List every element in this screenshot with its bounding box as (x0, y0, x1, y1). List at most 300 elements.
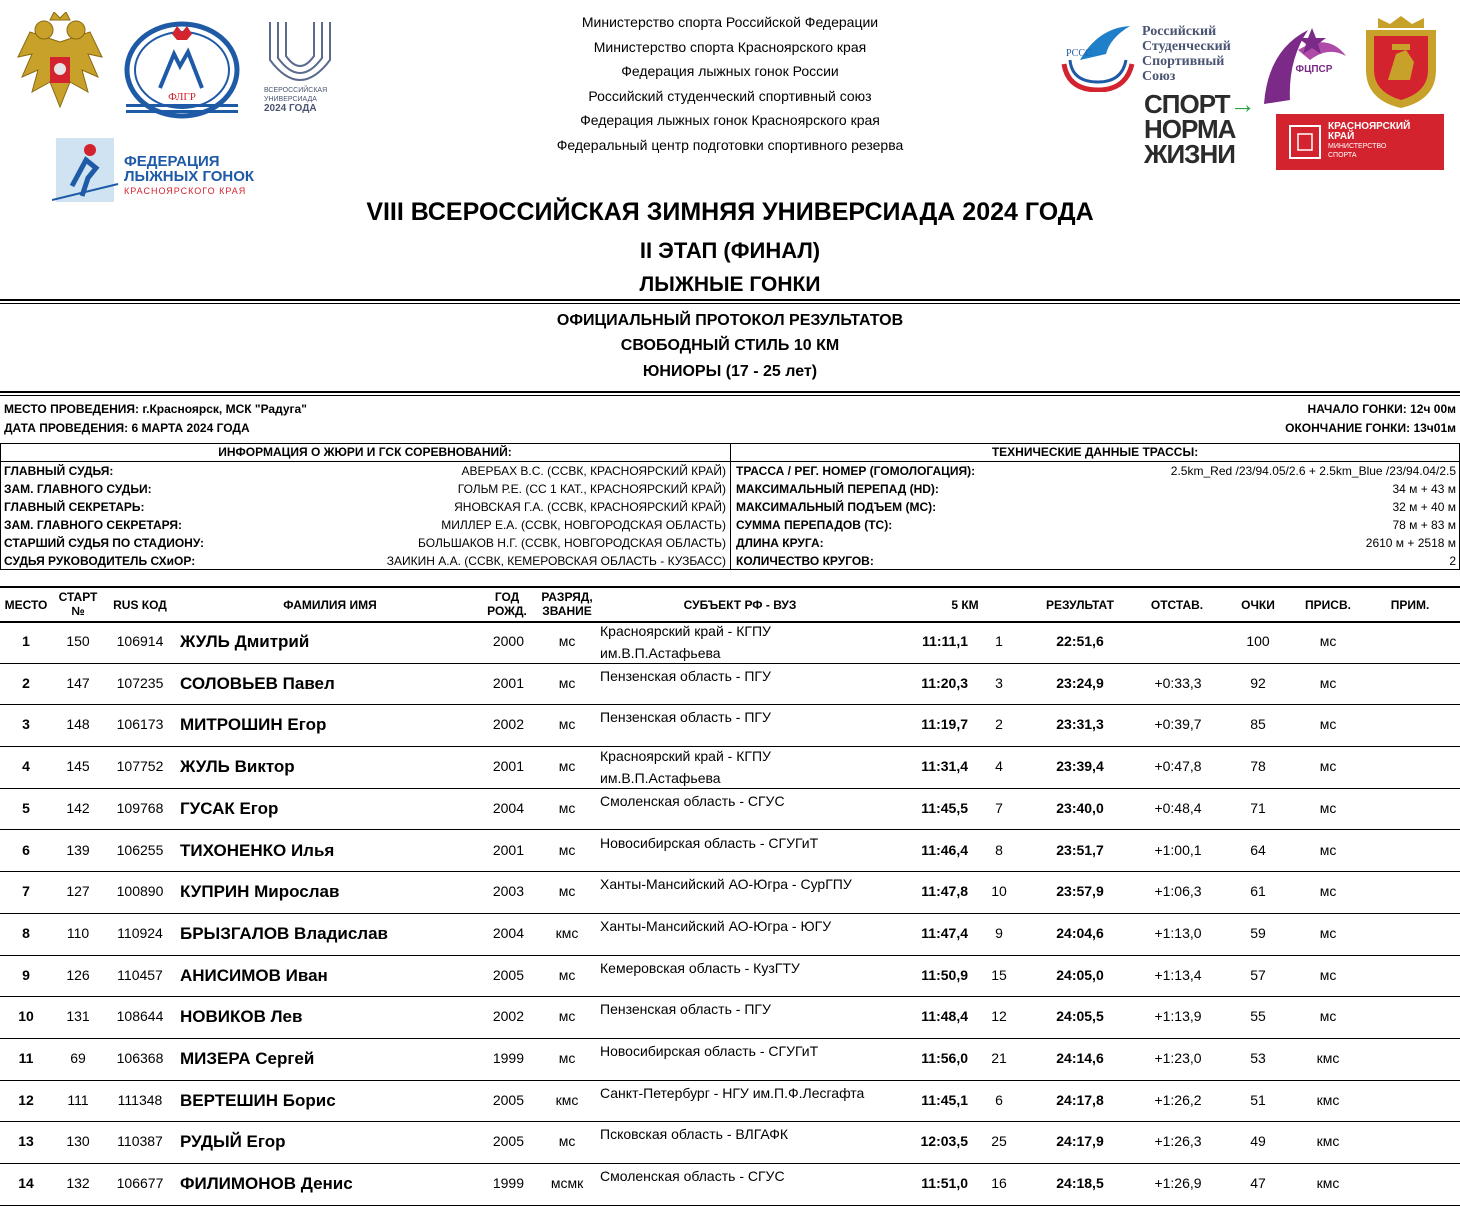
jury-value: ГОЛЬМ Р.Е. (СС 1 КАТ., КРАСНОЯРСКИЙ КРАЙ) (457, 481, 726, 496)
divider-double-bottom (0, 303, 1460, 304)
sport-text: СПОРТ (1144, 89, 1230, 119)
flgr-logo-text: ФЛГР (168, 91, 196, 103)
cell-athlete-name: ЖУЛЬ Дмитрий (180, 632, 310, 651)
cell-gap: +0:47,8 (1154, 758, 1202, 775)
cell-points: 59 (1250, 924, 1266, 941)
cell-athlete-name: МИТРОШИН Егор (180, 715, 327, 735)
cell-awarded: мс (1319, 1008, 1337, 1025)
cell-athlete-name: СОЛОВЬЕВ Павел (180, 673, 335, 693)
cell-rus-code: 110457 (117, 966, 163, 983)
ministry-line-2: КРАЙ (1328, 131, 1355, 142)
cell-place: 2 (22, 674, 30, 691)
cell-bib: 132 (66, 1175, 90, 1192)
ministry-line-1: КРАСНОЯРСКИЙ (1328, 121, 1411, 132)
track-label: ДЛИНА КРУГА: (736, 535, 824, 550)
cell-result: 24:04,6 (1056, 924, 1104, 941)
table-row (0, 747, 1460, 789)
cell-birth-year: 2005 (492, 966, 524, 983)
cell-birth-year: 2002 (492, 1008, 524, 1025)
cell-awarded: мс (1319, 966, 1337, 983)
universiade-logo (264, 20, 336, 120)
jury-value: ЯНОВСКАЯ Г.А. (ССВК, КРАСНОЯРСКИЙ КРАЙ) (454, 499, 726, 514)
cell-region (600, 998, 900, 1020)
cell-points: 53 (1250, 1050, 1266, 1066)
cell-split-position: 1 (995, 633, 1003, 649)
divider-2-bottom (0, 395, 1460, 396)
cell-rus-code: 100890 (116, 883, 164, 900)
col-place: МЕСТО (4, 598, 48, 612)
cell-split-position: 12 (991, 1008, 1007, 1025)
cell-place: 9 (22, 966, 30, 983)
col-region: СУБЪЕКТ РФ - ВУЗ (683, 598, 797, 612)
cell-place: 14 (18, 1175, 34, 1192)
jury-label: СТАРШИЙ СУДЬЯ ПО СТАДИОНУ: (4, 535, 204, 550)
cell-athlete-name: ВЕРТЕШИН Борис (180, 1090, 336, 1110)
cell-region-line: Санкт-Петербург - НГУ им.П.Ф.Лесгафта (600, 1084, 865, 1101)
cell-points: 51 (1250, 1091, 1266, 1108)
cell-rank: мс (558, 674, 576, 691)
cell-place: 10 (18, 1008, 34, 1025)
cell-result: 24:18,5 (1056, 1175, 1104, 1192)
cell-place: 5 (22, 799, 30, 816)
cell-birth-year: 2003 (492, 883, 524, 900)
track-label: МАКСИМАЛЬНЫЙ ПЕРЕПАД (HD): (736, 481, 939, 496)
federation-line-1: ФЕДЕРАЦИЯ (124, 153, 220, 170)
cell-place: 6 (22, 841, 30, 858)
cell-split-position: 9 (995, 924, 1003, 941)
cell-region-line: Ханты-Мансийский АО-Югра - СурГПУ (600, 876, 852, 893)
sport-title: ЛЫЖНЫЕ ГОНКИ (639, 273, 821, 296)
jury-value: АВЕРБАХ В.С. (ССВК, КРАСНОЯРСКИЙ КРАЙ) (461, 464, 726, 478)
protocol-title: ОФИЦИАЛЬНЫЙ ПРОТОКОЛ РЕЗУЛЬТАТОВ (556, 312, 904, 329)
krasnoyarsk-ministry-logo (1276, 114, 1444, 170)
cell-points: 57 (1250, 966, 1266, 983)
table-row (0, 622, 1460, 664)
cell-split-time: 11:51,0 (921, 1175, 968, 1192)
cell-region (600, 873, 900, 895)
cell-bib: 142 (66, 799, 90, 816)
federation-line-2: ЛЫЖНЫХ ГОНОК (124, 168, 255, 185)
track-value: 78 м + 83 м (1392, 517, 1456, 532)
cell-rus-code: 106255 (116, 841, 164, 858)
cell-rus-code: 107235 (116, 674, 164, 691)
cell-split-time: 11:45,5 (921, 799, 968, 816)
cell-gap: +1:26,3 (1154, 1133, 1202, 1150)
cell-points: 49 (1250, 1133, 1266, 1150)
col-name: ФАМИЛИЯ ИМЯ (283, 598, 377, 612)
results-header-top-line (0, 586, 1460, 588)
cell-result: 23:31,3 (1056, 716, 1104, 733)
track-label: КОЛИЧЕСТВО КРУГОВ: (736, 553, 874, 568)
norma-text: НОРМА (1144, 114, 1236, 144)
cell-athlete-name: ЖУЛЬ Виктор (180, 757, 295, 777)
cell-rank: кмс (555, 924, 579, 941)
cell-gap: +1:23,0 (1154, 1050, 1202, 1066)
col-birth-line-1: ГОД (494, 590, 520, 604)
cell-athlete-name: НОВИКОВ Лев (180, 1007, 303, 1027)
cell-result: 23:39,4 (1056, 758, 1104, 775)
cell-rank: мс (558, 966, 576, 983)
cell-result: 24:05,5 (1056, 1008, 1104, 1025)
cell-points: 85 (1250, 716, 1266, 733)
cell-points: 92 (1250, 674, 1266, 691)
race-start: НАЧАЛО ГОНКИ: 12ч 00м (1307, 402, 1456, 416)
track-value: 2 (1449, 553, 1456, 568)
cell-bib: 131 (66, 1008, 90, 1025)
jury-value: ЗАИКИН А.А. (ССВК, КЕМЕРОВСКАЯ ОБЛАСТЬ - КУЗБАСС) (386, 553, 726, 568)
rsss-letters: РССС (1066, 48, 1092, 59)
cell-rank: кмс (555, 1091, 579, 1108)
cell-split-time: 11:45,1 (921, 1091, 968, 1108)
cell-split-time: 11:11,1 (922, 633, 968, 649)
cell-points: 78 (1250, 758, 1266, 775)
flgr-logo (122, 18, 242, 120)
federation-line-3: КРАСНОЯРСКОГО КРАЯ (124, 186, 247, 196)
cell-place: 8 (22, 924, 30, 941)
cell-birth-year: 2005 (492, 1133, 524, 1150)
cell-birth-year: 1999 (492, 1175, 524, 1192)
universiade-line-2: УНИВЕРСИАДА (264, 96, 317, 103)
jury-value: МИЛЛЕР Е.А. (ССВК, НОВГОРОДСКАЯ ОБЛАСТЬ) (441, 517, 726, 532)
cell-split-position: 25 (991, 1133, 1007, 1150)
cell-region-line: Новосибирская область - СГУГиТ (600, 1043, 819, 1059)
cell-bib: 147 (66, 674, 90, 691)
cell-awarded: мс (1319, 674, 1337, 691)
sport-norma-zhizni-logo (1144, 89, 1255, 170)
fcpsr-text: ФЦПСР (1295, 64, 1333, 75)
cell-birth-year: 1999 (492, 1050, 524, 1066)
col-birth-line-2: РОЖД. (487, 604, 527, 618)
cell-result: 24:17,9 (1056, 1133, 1104, 1150)
cell-split-time: 11:56,0 (921, 1050, 968, 1066)
cell-result: 23:57,9 (1056, 883, 1104, 900)
cell-bib: 148 (66, 716, 90, 733)
cell-birth-year: 2001 (492, 758, 524, 775)
cell-awarded: кмс (1316, 1050, 1340, 1066)
cell-region (600, 665, 900, 687)
cell-region (600, 957, 900, 979)
cell-region (600, 1165, 900, 1187)
cell-rus-code: 110387 (117, 1133, 163, 1150)
jury-value: БОЛЬШАКОВ Н.Г. (ССВК, НОВГОРОДСКАЯ ОБЛАСТЬ) (418, 535, 726, 550)
cell-result: 23:24,9 (1056, 674, 1104, 691)
cell-athlete-name: ТИХОНЕНКО Илья (180, 840, 335, 860)
col-result: РЕЗУЛЬТАТ (1046, 598, 1114, 612)
rsss-line-1: Российский (1142, 24, 1217, 39)
russia-coat-of-arms-logo (10, 12, 110, 122)
cell-split-position: 2 (995, 716, 1003, 733)
cell-rank: мс (558, 883, 576, 900)
cell-athlete-name: КУПРИН Мирослав (180, 882, 340, 902)
krasnoyarsk-coat-of-arms-logo (1360, 14, 1442, 110)
universiade-line-3: 2024 ГОДА (264, 103, 317, 114)
col-rank-line-1: РАЗРЯД, (541, 590, 593, 604)
track-value: 2610 м + 2518 м (1365, 535, 1456, 550)
cell-birth-year: 2005 (492, 1091, 524, 1108)
divider-2-top (0, 391, 1460, 393)
cell-athlete-name: ГУСАК Егор (180, 798, 279, 818)
col-split: 5 КМ (951, 598, 979, 612)
jury-label: ГЛАВНЫЙ СЕКРЕТАРЬ: (4, 499, 145, 514)
cell-gap: +0:48,4 (1154, 799, 1202, 816)
organizer-2: Министерство спорта Красноярского края (593, 38, 867, 55)
col-awarded: ПРИСВ. (1305, 598, 1351, 612)
col-start-line-1: СТАРТ (58, 590, 98, 604)
ministry-line-3: МИНИСТЕРСТВО (1328, 143, 1387, 150)
organizer-3: Федерация лыжных гонок России (621, 63, 839, 80)
jury-header: ИНФОРМАЦИЯ О ЖЮРИ И ГСК СОРЕВНОВАНИЙ: (218, 445, 512, 459)
track-label: МАКСИМАЛЬНЫЙ ПОДЪЕМ (МС): (736, 499, 937, 514)
table-row (0, 1081, 1460, 1123)
table-row (0, 872, 1460, 914)
cell-region-line: Смоленская область - СГУС (600, 792, 785, 809)
cell-gap: +1:26,2 (1154, 1091, 1202, 1108)
table-row (0, 705, 1460, 747)
cell-gap: +1:13,4 (1154, 966, 1202, 983)
rsss-line-3: Спортивный (1142, 54, 1225, 69)
cell-points: 64 (1250, 841, 1266, 858)
cell-awarded: мс (1319, 716, 1337, 733)
cell-gap: +0:33,3 (1154, 674, 1202, 691)
cell-birth-year: 2001 (492, 674, 524, 691)
track-header: ТЕХНИЧЕСКИЕ ДАННЫЕ ТРАССЫ: (991, 445, 1199, 459)
cell-split-time: 11:47,8 (921, 883, 968, 900)
cell-rus-code: 107752 (116, 758, 164, 775)
cell-birth-year: 2004 (492, 924, 524, 941)
cell-bib: 145 (66, 758, 90, 775)
col-rus-code: RUS КОД (113, 598, 167, 612)
cell-awarded: мс (1319, 841, 1337, 858)
cell-region-line: Пензенская область - ПГУ (600, 1001, 771, 1018)
cell-bib: 139 (66, 841, 90, 858)
universiade-line-1: ВСЕРОССИЙСКАЯ (264, 87, 328, 94)
ministry-line-4: СПОРТА (1328, 152, 1357, 159)
cell-place: 13 (18, 1133, 34, 1150)
cell-place: 7 (22, 883, 30, 900)
stage-title: II ЭТАП (ФИНАЛ) (639, 238, 821, 263)
cell-points: 55 (1250, 1008, 1266, 1025)
col-rank (536, 590, 598, 618)
cell-split-position: 8 (995, 841, 1003, 858)
organizer-6: Федеральный центр подготовки спортивного резерва (556, 136, 904, 153)
cell-region (600, 1123, 900, 1145)
cell-athlete-name: МИЗЕРА Сергей (180, 1049, 315, 1068)
cell-split-time: 12:03,5 (920, 1133, 968, 1150)
cell-bib: 110 (66, 924, 90, 941)
cell-rus-code: 106677 (116, 1175, 164, 1192)
cell-birth-year: 2000 (492, 633, 524, 649)
cell-athlete-name: АНИСИМОВ Иван (180, 965, 328, 985)
track-label: ТРАССА / РЕГ. НОМЕР (ГОМОЛОГАЦИЯ): (736, 464, 976, 478)
table-row (0, 997, 1460, 1039)
cell-rank: мс (558, 1050, 576, 1066)
cell-athlete-name: РУДЫЙ Егор (180, 1132, 286, 1152)
cell-region-line: Красноярский край - КГПУ (600, 623, 771, 639)
cell-split-time: 11:46,4 (921, 841, 968, 858)
cell-region-line: Ханты-Мансийский АО-Югра - ЮГУ (600, 917, 832, 934)
cell-split-time: 11:50,9 (921, 966, 968, 983)
ski-federation-krasnoyarsk-logo (52, 138, 270, 204)
cell-birth-year: 2002 (492, 716, 524, 733)
cell-athlete-name: БРЫЗГАЛОВ Владислав (180, 923, 388, 943)
cell-rus-code: 106368 (116, 1050, 164, 1066)
cell-place: 4 (22, 758, 30, 775)
table-row (0, 831, 1460, 873)
cell-bib: 69 (70, 1050, 86, 1066)
cell-birth-year: 2001 (492, 841, 524, 858)
cell-rus-code: 109768 (116, 799, 164, 816)
cell-split-position: 16 (991, 1175, 1007, 1192)
cell-rank: мсмк (550, 1175, 584, 1192)
fcpsr-logo (1258, 20, 1350, 106)
cell-split-time: 11:47,4 (921, 924, 968, 941)
cell-region (600, 1040, 900, 1062)
cell-place: 1 (22, 633, 30, 649)
cell-gap: +1:00,1 (1154, 841, 1202, 858)
cell-place: 12 (18, 1091, 34, 1108)
cell-place: 3 (22, 716, 30, 733)
table-row (0, 1039, 1460, 1081)
cell-rank: мс (558, 1133, 576, 1150)
col-birth (482, 590, 532, 618)
cell-rus-code: 106173 (116, 716, 164, 733)
category-title: ЮНИОРЫ (17 - 25 лет) (642, 363, 818, 380)
cell-awarded: кмс (1316, 1133, 1340, 1150)
col-note: ПРИМ. (1390, 598, 1430, 612)
jury-label: ЗАМ. ГЛАВНОГО СУДЬИ: (4, 481, 152, 496)
cell-region (600, 832, 900, 854)
organizers-list (430, 10, 1030, 158)
col-start-line-2: № (71, 604, 85, 618)
cell-split-position: 10 (991, 883, 1007, 900)
cell-region-line: Новосибирская область - СГУГиТ (600, 834, 819, 851)
cell-split-position: 21 (991, 1050, 1007, 1066)
cell-points: 100 (1246, 633, 1270, 649)
cell-points: 61 (1250, 883, 1266, 900)
rsss-line-4: Союз (1142, 69, 1176, 84)
cell-rank: мс (558, 799, 576, 816)
cell-awarded: кмс (1316, 1175, 1340, 1192)
cell-result: 23:40,0 (1056, 799, 1104, 816)
cell-region-line: Кемеровская область - КузГТУ (600, 959, 800, 976)
cell-result: 24:05,0 (1056, 966, 1104, 983)
cell-region (600, 790, 900, 812)
table-row (0, 956, 1460, 998)
jury-label: ГЛАВНЫЙ СУДЬЯ: (4, 464, 114, 478)
cell-bib: 150 (66, 633, 90, 649)
arrow-right-icon: → (1229, 89, 1255, 119)
cell-region-line: Красноярский край - КГПУ (600, 748, 771, 765)
divider-double-top (0, 299, 1460, 301)
track-value: 34 м + 43 м (1392, 481, 1456, 496)
track-value: 2.5km_Red /23/94.05/2.6 + 2.5km_Blue /23/94.04/2.5 (1170, 464, 1456, 478)
cell-result: 24:17,8 (1056, 1091, 1104, 1108)
cell-points: 47 (1250, 1175, 1266, 1192)
cell-result: 22:51,6 (1056, 633, 1104, 649)
cell-bib: 127 (66, 883, 90, 900)
jury-label: ЗАМ. ГЛАВНОГО СЕКРЕТАРЯ: (4, 517, 182, 532)
cell-awarded: мс (1319, 758, 1337, 775)
jury-label: СУДЬЯ РУКОВОДИТЕЛЬ СХиОР: (4, 553, 196, 568)
cell-bib: 111 (67, 1091, 89, 1108)
rsss-logo (1058, 20, 1248, 92)
table-row (0, 664, 1460, 706)
cell-split-time: 11:48,4 (921, 1008, 968, 1025)
race-finish: ОКОНЧАНИЕ ГОНКИ: 13ч01м (1285, 421, 1456, 435)
col-gap: ОТСТАВ. (1150, 598, 1204, 612)
cell-split-time: 11:20,3 (921, 674, 968, 691)
cell-birth-year: 2004 (492, 799, 524, 816)
event-title: VIII ВСЕРОССИЙСКАЯ ЗИМНЯЯ УНИВЕРСИАДА 2024 ГОДА (366, 198, 1094, 226)
table-row (0, 1122, 1460, 1164)
cell-rank: мс (558, 841, 576, 858)
cell-split-position: 4 (995, 758, 1003, 775)
cell-region-line: им.В.П.Астафьева (600, 770, 721, 787)
cell-region-line: Пензенская область - ПГУ (600, 667, 771, 684)
cell-bib: 126 (66, 966, 90, 983)
cell-region-line: Смоленская область - СГУС (600, 1168, 785, 1185)
cell-gap: +1:26,9 (1154, 1175, 1202, 1192)
table-row (0, 914, 1460, 956)
cell-rus-code: 108644 (116, 1008, 164, 1025)
zhizni-text: ЖИЗНИ (1144, 139, 1235, 169)
cell-split-position: 6 (995, 1091, 1003, 1108)
cell-split-position: 7 (995, 799, 1003, 816)
rsss-line-2: Студенческий (1142, 39, 1231, 54)
cell-rus-code: 110924 (117, 924, 163, 941)
organizer-5: Федерация лыжных гонок Красноярского края (580, 112, 880, 129)
cell-split-time: 11:31,4 (921, 758, 968, 775)
cell-region (600, 1082, 900, 1104)
col-rank-line-2: ЗВАНИЕ (542, 604, 592, 618)
organizer-1: Министерство спорта Российской Федерации (581, 14, 879, 30)
cell-athlete-name: ФИЛИМОНОВ Денис (180, 1174, 353, 1194)
track-value: 32 м + 40 м (1392, 499, 1456, 514)
cell-gap: +0:39,7 (1154, 716, 1202, 733)
col-start (54, 590, 102, 618)
cell-place: 11 (18, 1050, 34, 1066)
cell-region-line: им.В.П.Астафьева (600, 645, 721, 661)
cell-rus-code: 106914 (116, 633, 164, 649)
cell-split-position: 3 (995, 674, 1003, 691)
cell-rank: мс (558, 633, 576, 649)
cell-bib: 130 (66, 1133, 90, 1150)
discipline-title: СВОБОДНЫЙ СТИЛЬ 10 КМ (620, 337, 840, 354)
cell-rank: мс (558, 758, 576, 775)
cell-awarded: кмс (1316, 1091, 1340, 1108)
cell-region (600, 915, 900, 937)
table-row (0, 789, 1460, 831)
track-label: СУММА ПЕРЕПАДОВ (ТС): (736, 517, 893, 532)
cell-result: 23:51,7 (1056, 841, 1104, 858)
cell-region (600, 745, 900, 789)
cell-region-line: Пензенская область - ПГУ (600, 709, 771, 726)
cell-region-line: Псковская область - ВЛГАФК (600, 1126, 789, 1143)
jury-track-separator (730, 443, 731, 570)
cell-split-time: 11:19,7 (921, 716, 968, 733)
cell-gap: +1:13,9 (1154, 1008, 1202, 1025)
cell-rus-code: 111348 (117, 1091, 163, 1108)
venue-date: ДАТА ПРОВЕДЕНИЯ: 6 МАРТА 2024 ГОДА (4, 421, 250, 435)
cell-rank: мс (558, 1008, 576, 1025)
cell-awarded: мс (1319, 633, 1337, 649)
cell-awarded: мс (1319, 883, 1337, 900)
cell-gap: +1:13,0 (1154, 924, 1202, 941)
cell-gap: +1:06,3 (1154, 883, 1202, 900)
cell-result: 24:14,6 (1056, 1050, 1104, 1066)
cell-awarded: мс (1319, 799, 1337, 816)
cell-points: 71 (1250, 799, 1266, 816)
